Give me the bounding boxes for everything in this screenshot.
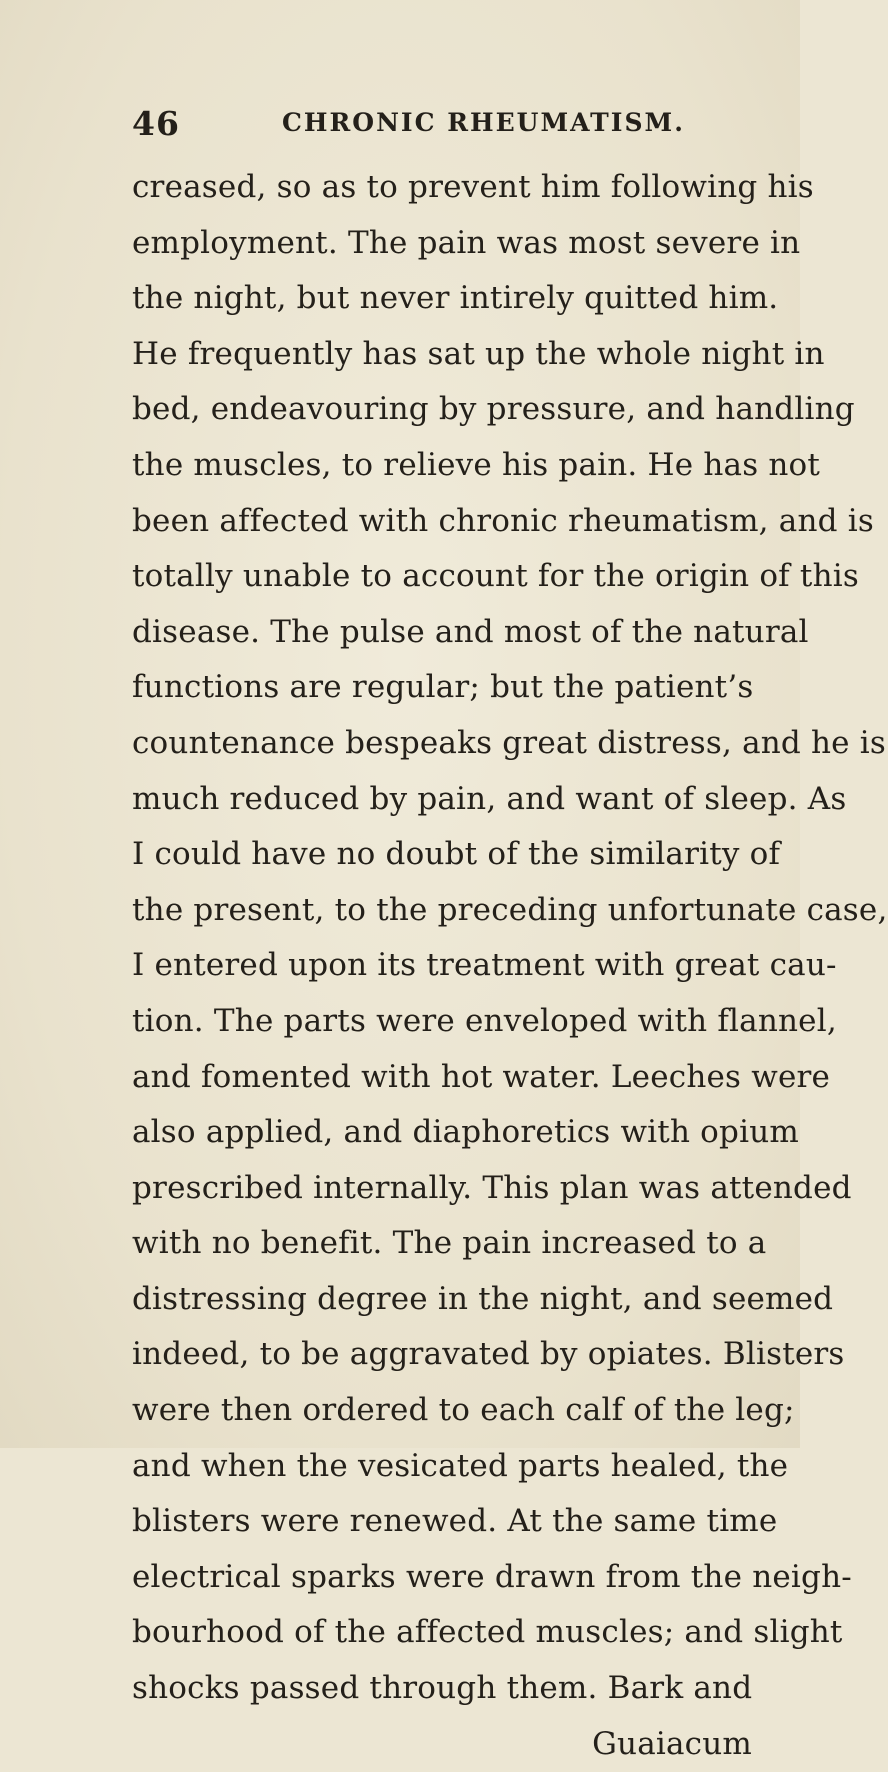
text-line: were then ordered to each calf of the leg; bbox=[132, 1392, 795, 1429]
text-line: the night, but never intirely quitted him. bbox=[132, 280, 779, 317]
body-text bbox=[132, 160, 888, 1772]
text-line: He frequently has sat up the whole night in bbox=[132, 335, 825, 372]
text-line: bed, endeavouring by pressure, and handling bbox=[132, 391, 855, 428]
text-line: disease. The pulse and most of the natural bbox=[132, 613, 809, 650]
text-line: the present, to the preceding unfortunate case, bbox=[132, 891, 888, 928]
text-line: the muscles, to relieve his pain. He has not bbox=[132, 446, 821, 483]
text-line: I could have no doubt of the similarity of bbox=[132, 836, 781, 873]
text-line: indeed, to be aggravated by opiates. Blisters bbox=[132, 1336, 845, 1373]
running-head bbox=[132, 104, 752, 144]
text-line: prescribed internally. This plan was attended bbox=[132, 1169, 852, 1206]
text-line: bourhood of the affected muscles; and slight bbox=[132, 1614, 843, 1651]
text-line: electrical sparks were drawn from the neigh- bbox=[132, 1558, 852, 1595]
catchword: Guaiacum bbox=[592, 1725, 752, 1762]
text-line: shocks passed through them. Bark and bbox=[132, 1670, 753, 1707]
text-line: and when the vesicated parts healed, the bbox=[132, 1447, 789, 1484]
text-line: much reduced by pain, and want of sleep. As bbox=[132, 780, 847, 817]
running-title: CHRONIC RHEUMATISM. bbox=[282, 108, 685, 137]
text-line: employment. The pain was most severe in bbox=[132, 224, 801, 261]
text-line: distressing degree in the night, and seemed bbox=[132, 1280, 834, 1317]
text-line: with no benefit. The pain increased to a bbox=[132, 1225, 767, 1262]
text-line: been affected with chronic rheumatism, and is bbox=[132, 502, 874, 539]
text-line: and fomented with hot water. Leeches were bbox=[132, 1058, 831, 1095]
text-line: creased, so as to prevent him following his bbox=[132, 169, 814, 205]
text-line: I entered upon its treatment with great cau- bbox=[132, 947, 837, 984]
text-line: blisters were renewed. At the same time bbox=[132, 1503, 778, 1540]
text-line: totally unable to account for the origin of this bbox=[132, 558, 859, 595]
text-line: also applied, and diaphoretics with opium bbox=[132, 1114, 799, 1151]
text-line: functions are regular; but the patient’s bbox=[132, 669, 754, 706]
text-line: countenance bespeaks great distress, and he is bbox=[132, 724, 887, 761]
text-line: tion. The parts were enveloped with flannel, bbox=[132, 1002, 837, 1039]
page-number: 46 bbox=[132, 104, 180, 143]
